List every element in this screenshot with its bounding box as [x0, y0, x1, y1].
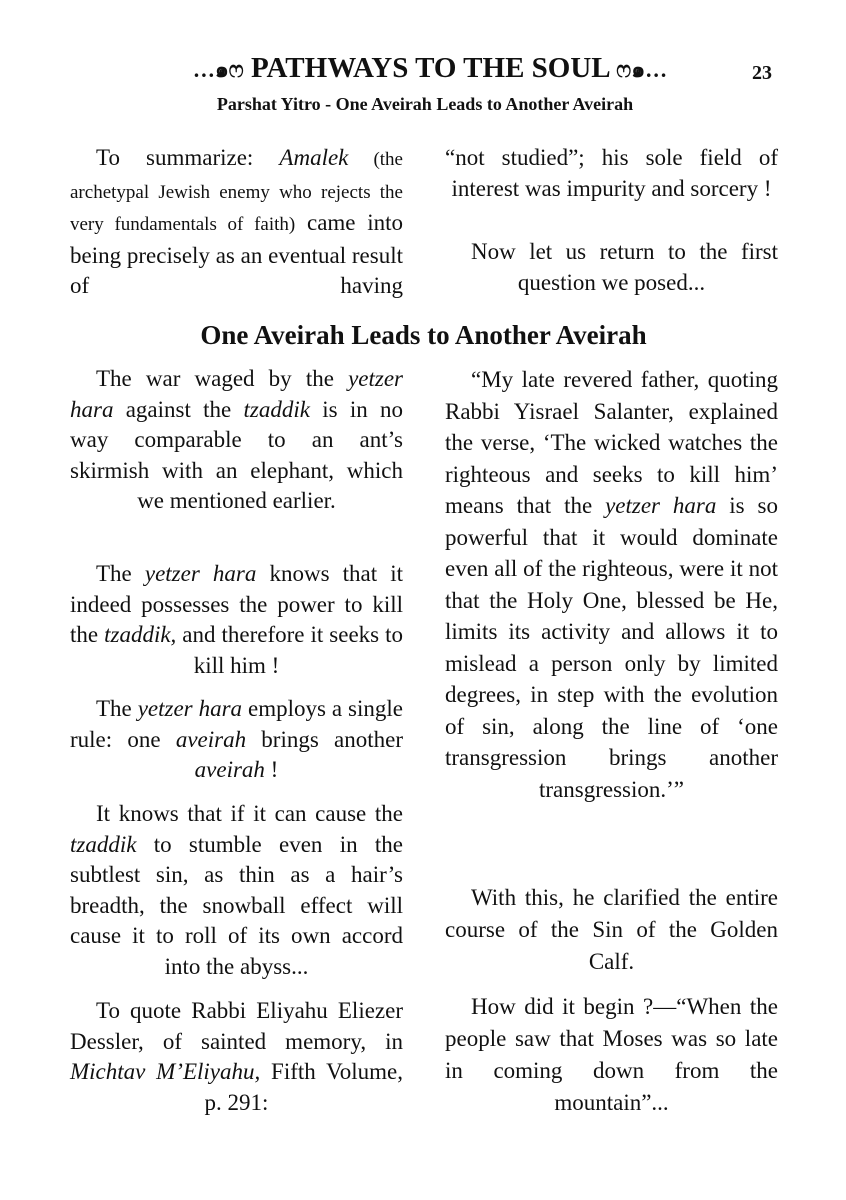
text-run: “not studied”; his sole field of interest was impurity and sorcery ! — [445, 145, 778, 201]
italic-term: yetzer hara — [137, 696, 243, 721]
ornament-right-icon: ෆ๑… — [616, 57, 668, 82]
text-run: To summarize: — [96, 145, 280, 170]
text-run: ! — [264, 757, 279, 782]
paragraph — [445, 882, 778, 978]
text-run: against the — [113, 396, 244, 422]
paragraph — [70, 559, 403, 681]
italic-term: tzaddik — [243, 396, 310, 422]
text-run: and therefore it seeks to kill him ! — [176, 622, 403, 678]
chapter-subtitle: Parshat Yitro - One Aveirah Leads to Another Aveirah — [216, 94, 634, 114]
text-run: Now let us return to the first question we posed... — [471, 239, 778, 295]
text-run: It knows that if it can cause the — [96, 801, 403, 826]
text-run: came into being precisely as an eventual result of having — [70, 210, 404, 298]
paragraph — [445, 364, 778, 805]
italic-term: yetzer hara — [70, 366, 403, 422]
text-run: With this, he clarified the entire course of the Sin of the Golden Calf. — [445, 885, 778, 974]
text-run: is in no way comparable to an ant’s skirmish with an elephant, which we mentioned earlier. — [70, 396, 404, 513]
ornament-left-icon: …๑ෆ — [192, 57, 244, 82]
text-run: The war waged by the — [96, 366, 349, 391]
italic-term: tzaddik, — [104, 622, 177, 647]
paragraph — [445, 143, 778, 204]
paragraph — [445, 991, 778, 1119]
italic-term: yetzer hara — [144, 561, 257, 586]
text-run: is so powerful that it would dominate even all of the righteous, were it not that the Holy One, blessed be He, limits its activity and allows it to mislead a person only by limited degrees, in step with the evolution of sin, along the line of ‘one transgression brings another transgression.’” — [445, 493, 778, 802]
section-heading: One Aveirah Leads to Another Aveirah — [200, 320, 647, 350]
paragraph — [70, 143, 403, 302]
paragraph — [70, 996, 403, 1118]
text-run: employs a single rule: one — [70, 696, 403, 752]
text-run: (the archetypal Jewish enemy who rejects the very fundamentals of faith) — [70, 149, 403, 235]
text-run: To quote Rabbi Eliyahu Eliezer Dessler, of sainted memory, in — [70, 998, 403, 1054]
text-run: The — [96, 696, 138, 721]
italic-term: Michtav M’Eliyahu, — [70, 1059, 261, 1084]
paragraph — [70, 799, 403, 982]
text-run: “My late revered father, quoting Rabbi Yisrael Salanter, explained the verse, ‘The wicked watches the righteous and seeks to kill him’ means that the — [445, 367, 778, 518]
text-run: Fifth Volume, p. 291: — [204, 1059, 404, 1115]
paragraph — [445, 237, 778, 298]
italic-term: tzaddik — [70, 831, 137, 857]
italic-term: Amalek — [279, 145, 349, 170]
italic-term: aveirah — [194, 757, 265, 782]
paragraph — [70, 364, 403, 517]
running-header — [130, 52, 730, 87]
text-run: The — [96, 561, 145, 586]
book-title: PATHWAYS TO THE SOUL — [250, 52, 610, 84]
paragraph — [70, 694, 403, 786]
italic-term: yetzer hara — [605, 493, 717, 518]
italic-term: aveirah — [175, 726, 247, 752]
text-run: to stumble even in the subtlest sin, as thin as a hair’s breadth, the snowball effect will cause it to roll of its own accord into the abyss... — [70, 831, 403, 979]
text-run: brings another — [246, 726, 403, 752]
page-number: 23 — [752, 62, 772, 84]
text-run: knows that it indeed possesses the power to kill the — [70, 561, 403, 647]
text-run: How did it begin ?—“When the people saw that Moses was so late in coming down from the mountain”... — [445, 994, 778, 1115]
